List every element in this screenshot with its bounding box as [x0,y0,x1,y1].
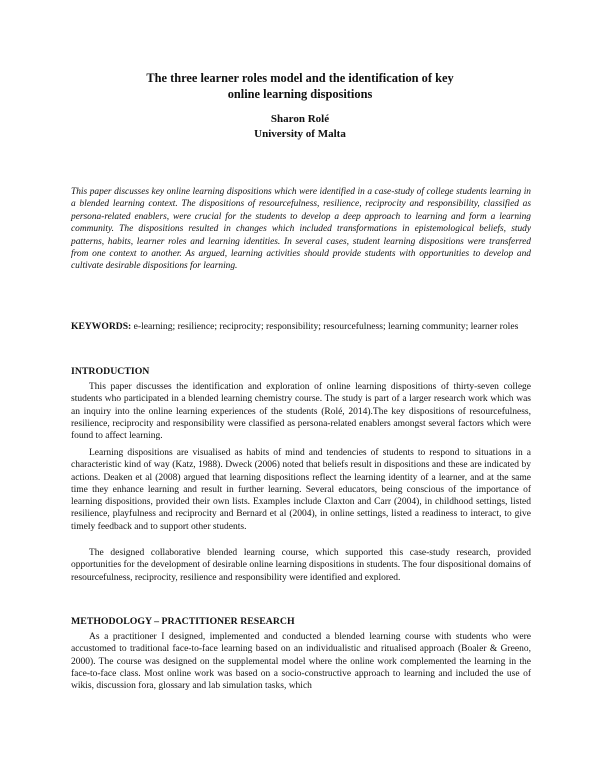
keywords [71,321,531,334]
author-affiliation: University of Malta [254,128,346,140]
title-line-2: online learning dispositions [227,86,373,101]
methodology-paragraph-1: As a practitioner I designed, implemented and conducted a blended learning course with students who were accustomed to traditional face-to-face learning based on an individualistic and ritualised approach (Boaler & Greeno, 2000). The course was designed on the supplemental model where the online work complemented the learning in the face-to-face class. Most online work was based on a socio-constructive approach to learning and included the use of wikis, discussion fora, glossary and lab simulation tasks, which [71,632,531,692]
keywords-list: e-learning; resilience; reciprocity; responsibility; resourcefulness; learning community; learner roles [131,321,519,332]
author-name: Sharon Rolé [270,113,330,125]
methodology-heading: METHODOLOGY – PRACTITIONER RESEARCH [71,616,295,627]
introduction-paragraph-3: The designed collaborative blended learning course, which supported this case-study research, provided opportunities for the development of desirable online learning dispositions in students. The four dispositional domains of resourcefulness, reciprocity, resilience and responsibility were identified and explored. [71,548,531,583]
introduction-paragraph-2: Learning dispositions are visualised as habits of mind and tendencies of students to respond to situations in a characteristic kind of way (Katz, 1988). Dweck (2006) noted that beliefs result in dispositions and these are indicated by actions. Deaken et al (2008) argued that learning dispositions reflect the learning identity of a learner, and at the same time they enhance learning and result in further learning. Several educators, being conscious of the importance of learning dispositions, provided their own lists. Examples include Claxton and Carr (2004), in childhood settings, listed resilience, playfulness and reciprocity and Bernard et al (2004), in online settings, listed a readiness to interact, to give timely feedback and to support other students. [71,448,531,532]
introduction-paragraph-1: This paper discusses the identification and exploration of online learning dispositions of thirty-seven college students who participated in a blended learning chemistry course. The study is part of a larger research work which was an inquiry into the online learning experiences of the students (Rolé, 2014).The key dispositions of resourcefulness, resilience, reciprocity and responsibility were classified as persona-related enablers amongst several factors which were found to affect learning. [71,382,531,442]
author-block [0,112,600,142]
keywords-label: KEYWORDS: [71,321,132,332]
paper-title [0,71,600,102]
introduction-heading: INTRODUCTION [71,366,150,377]
title-line-1: The three learner roles model and the identification of key [146,71,454,85]
abstract: This paper discusses key online learning dispositions which were identified in a case-study of college students learning in a blended learning context. The dispositions of resourcefulness, resilience, reciprocity and responsibility, classified as persona-related enablers, were crucial for the students to develop a deep approach to learning and form a learning community. The dispositions resulted in changes which included transformations in epistemological beliefs, study patterns, habits, learner roles and learning identities. In several cases, student learning dispositions were transferred from one context to another. As argued, learning activities should provide students with opportunities to develop and cultivate desirable dispositions for learning. [71,187,531,272]
